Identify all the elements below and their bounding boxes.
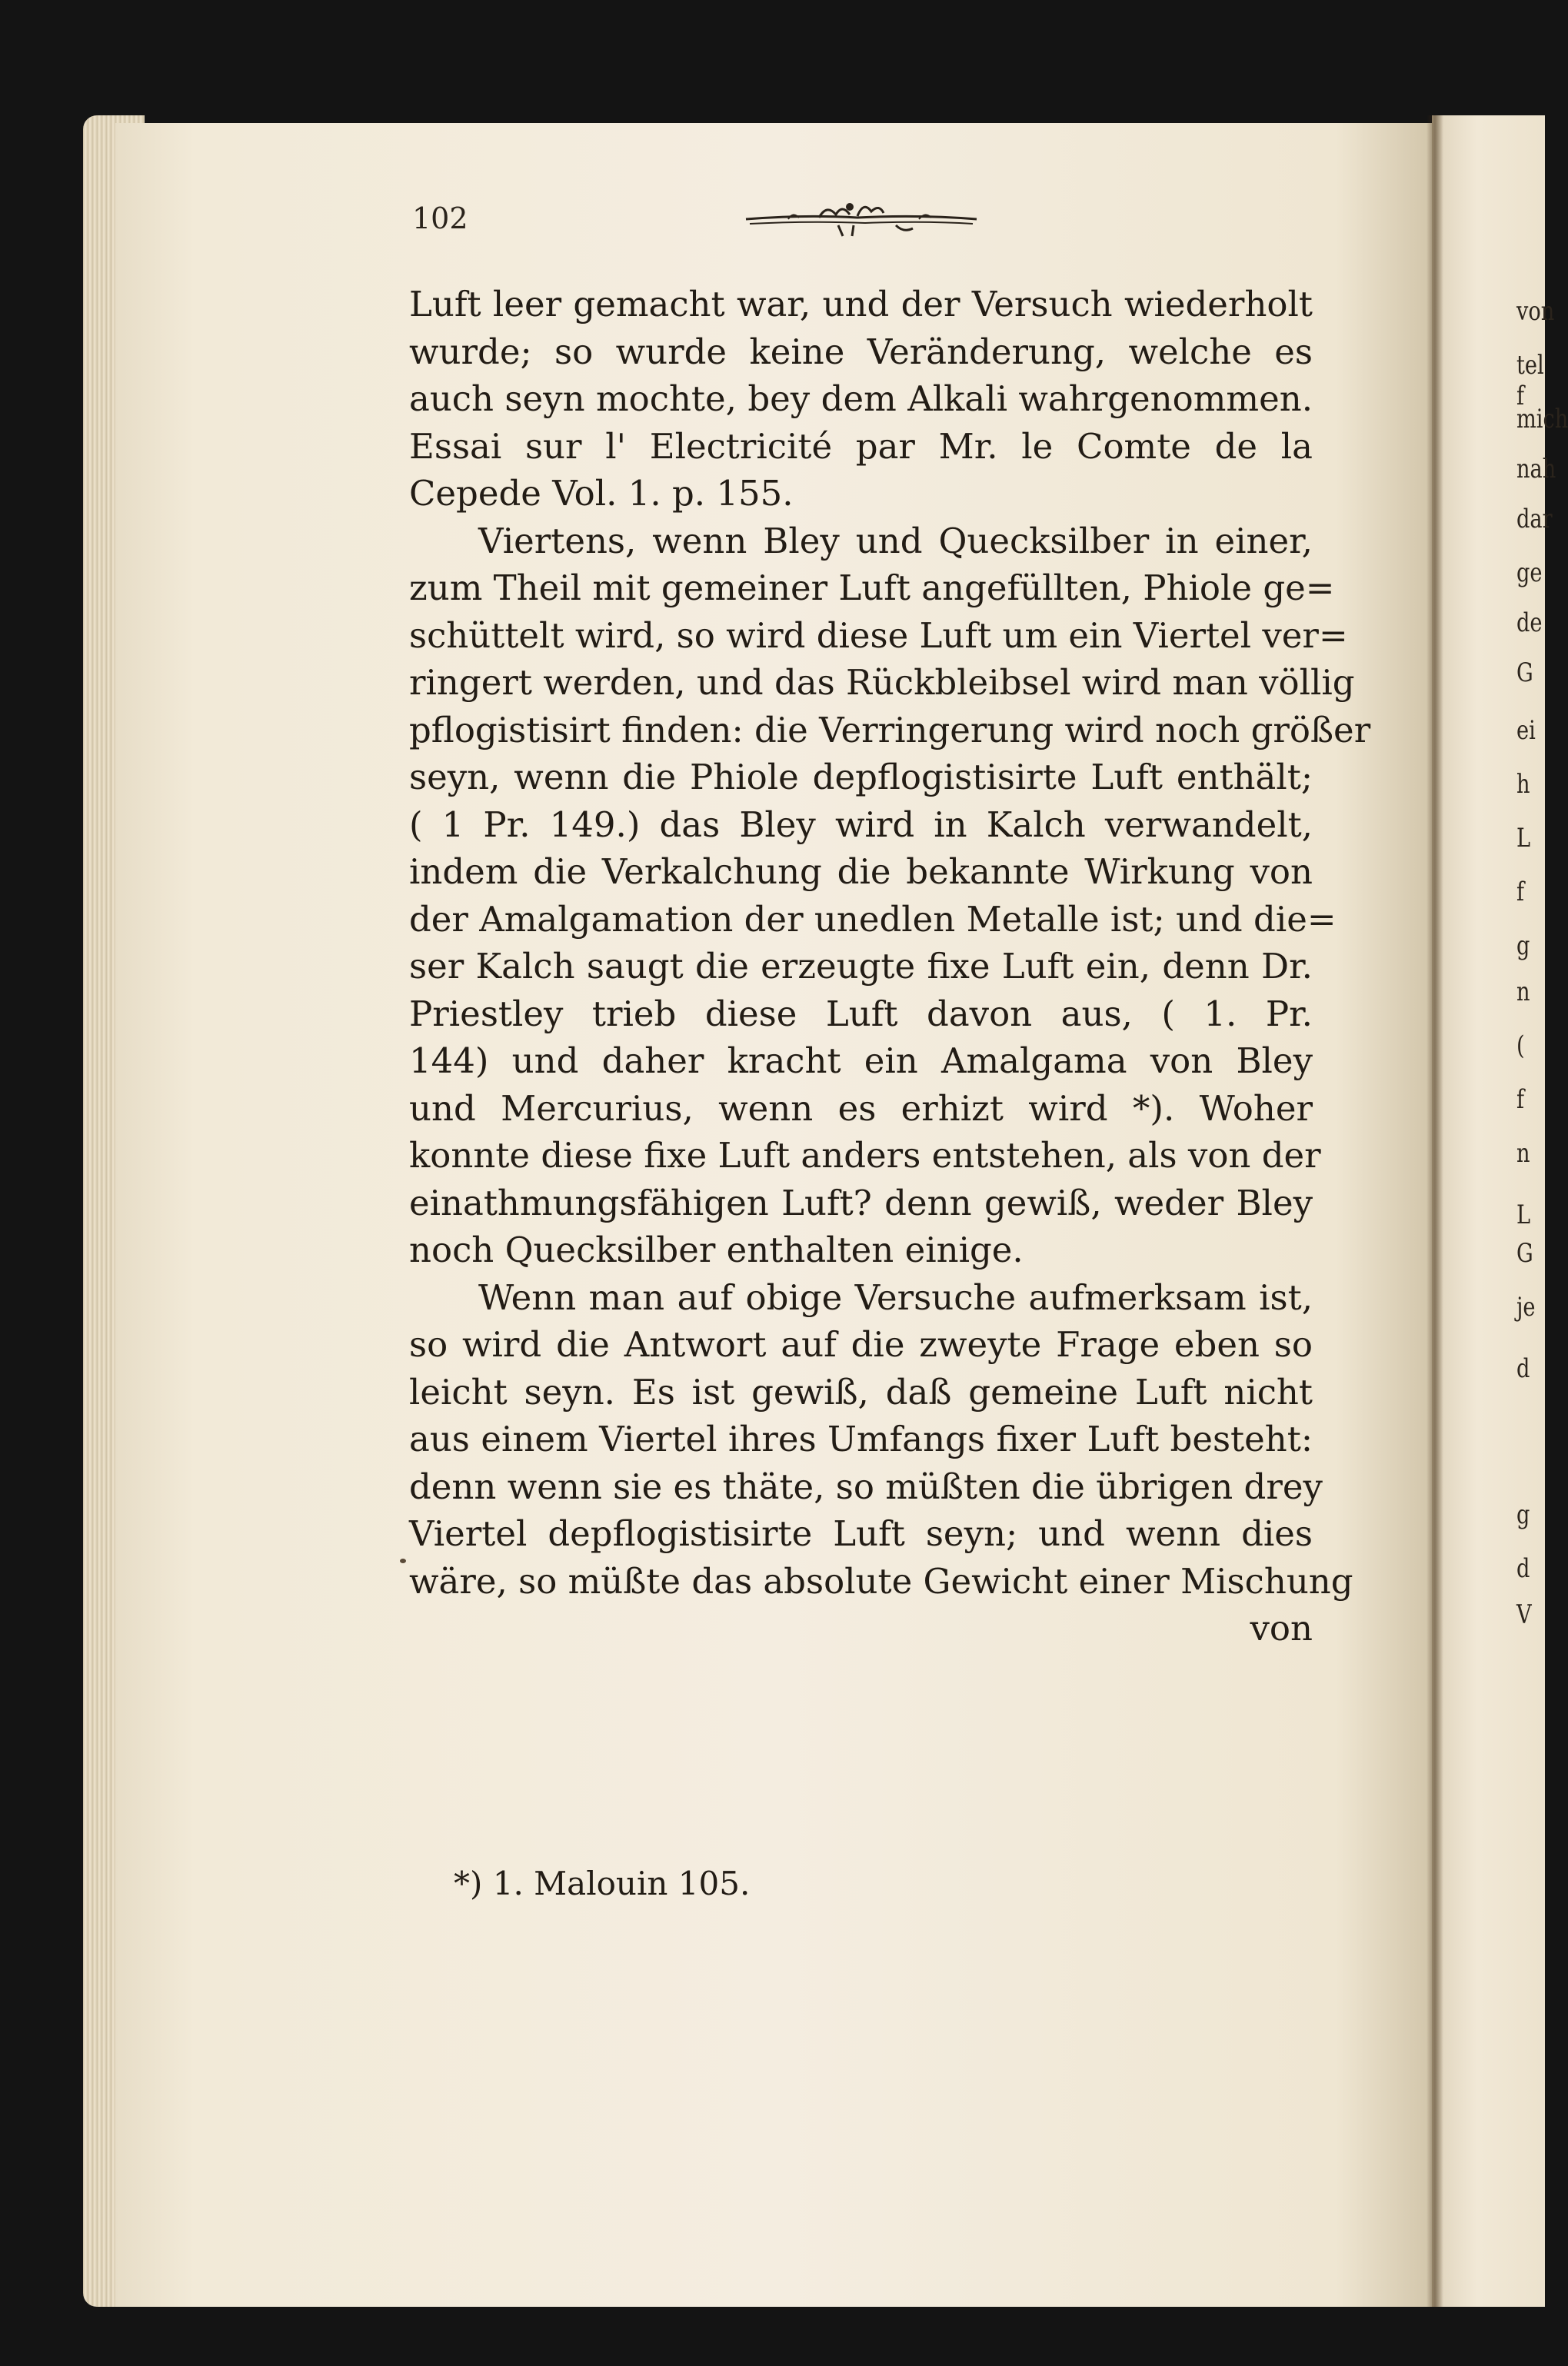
text-line: wäre, so müßte das absolute Gewicht einer Mischung: [409, 1560, 1353, 1602]
facing-text-fragment: de: [1516, 607, 1543, 638]
facing-text-fragment: d: [1516, 1553, 1530, 1584]
facing-text-fragment: g: [1516, 930, 1530, 961]
facing-text-fragment: h: [1516, 769, 1530, 800]
facing-text-fragment: f: [1516, 1084, 1525, 1115]
text-line: Viertel depflogistisirte Luft seyn; und wenn dies: [409, 1513, 1313, 1554]
text-line: Viertens, wenn Bley und Quecksilber in einer,: [478, 520, 1313, 561]
facing-text-fragment: mich: [1516, 404, 1568, 434]
text-line: einathmungsfähigen Luft? denn gewiß, weder Bley: [409, 1182, 1313, 1223]
facing-text-fragment: ei: [1516, 715, 1536, 746]
facing-text-fragment: (: [1516, 1030, 1525, 1061]
text-line: ringert werden, und das Rückbleibsel wird man völlig: [409, 662, 1355, 703]
ornament-icon: [742, 196, 980, 239]
text-line: 144) und daher kracht ein Amalgama von Bley: [409, 1040, 1313, 1081]
text-line: aus einem Viertel ihres Umfangs fixer Luft besteht:: [409, 1419, 1313, 1459]
facing-text-fragment: G: [1516, 657, 1533, 688]
facing-text-fragment: ge: [1516, 557, 1543, 588]
text-line: schüttelt wird, so wird diese Luft um ein Viertel ver=: [409, 614, 1348, 656]
facing-text-fragment: L: [1516, 823, 1531, 854]
text-line: pflogistisirt finden: die Verringerung wird noch größer: [409, 709, 1371, 750]
text-line: Wenn man auf obige Versuche aufmerksam ist,: [478, 1276, 1313, 1318]
text-line: so wird die Antwort auf die zweyte Frage eben so: [409, 1324, 1313, 1365]
facing-text-fragment: L: [1516, 1200, 1531, 1230]
text-line: noch Quecksilber enthalten einige.: [409, 1230, 1024, 1270]
facing-text-fragment: nah: [1516, 454, 1556, 484]
facing-text-fragment: G: [1516, 1238, 1533, 1269]
text-line: Essai sur l' Electricité par Mr. le Comte de la: [409, 425, 1313, 467]
text-line: denn wenn sie es thäte, so müßten die übrigen drey: [409, 1466, 1323, 1507]
text-line: Cepede Vol. 1. p. 155.: [409, 473, 794, 514]
facing-text-fragment: dar: [1516, 504, 1553, 534]
text-line: ser Kalch saugt die erzeugte fixe Luft ein, denn Dr.: [409, 946, 1313, 987]
text-line: leicht seyn. Es ist gewiß, daß gemeine Luft nicht: [409, 1371, 1313, 1413]
catchword: von: [1250, 1608, 1313, 1649]
text-line: ( 1 Pr. 149.) das Bley wird in Kalch verwandelt,: [409, 804, 1313, 845]
facing-text-fragment: n: [1516, 1138, 1530, 1169]
facing-text-fragment: f: [1516, 877, 1525, 907]
facing-text-fragment: tel f: [1516, 350, 1544, 411]
footnote: *) 1. Malouin 105.: [454, 1865, 751, 1902]
body-text: [409, 281, 1371, 1652]
facing-text-fragment: g: [1516, 1499, 1530, 1530]
facing-text-fragment: d: [1516, 1353, 1530, 1384]
text-line: Priestley trieb diese Luft davon aus, ( 1. Pr.: [409, 993, 1313, 1034]
ink-speck: [400, 1559, 406, 1563]
text-line: wurde; so wurde keine Veränderung, welche es: [409, 331, 1313, 372]
facing-text-fragment: n: [1516, 977, 1530, 1007]
facing-text-fragment: von: [1516, 296, 1555, 327]
text-line: Luft leer gemacht war, und der Versuch wiederholt: [409, 284, 1313, 324]
page-number: 102: [412, 201, 468, 235]
text-line: der Amalgamation der unedlen Metalle ist; und die=: [409, 898, 1337, 940]
text-line: auch seyn mochte, bey dem Alkali wahrgenommen.: [409, 378, 1313, 419]
book-gutter: [1427, 115, 1443, 2307]
facing-text-fragment: V: [1516, 1599, 1532, 1630]
facing-text-fragment: je: [1516, 1292, 1536, 1323]
text-line: und Mercurius, wenn es erhizt wird *). Woher: [409, 1087, 1313, 1129]
text-line: indem die Verkalchung die bekannte Wirkung von: [409, 851, 1313, 892]
text-line: seyn, wenn die Phiole depflogistisirte Luft enthält;: [409, 757, 1313, 797]
text-line: konnte diese fixe Luft anders entstehen, als von der: [409, 1135, 1321, 1176]
text-line: zum Theil mit gemeiner Luft angefüllten, Phiole ge=: [409, 567, 1335, 608]
